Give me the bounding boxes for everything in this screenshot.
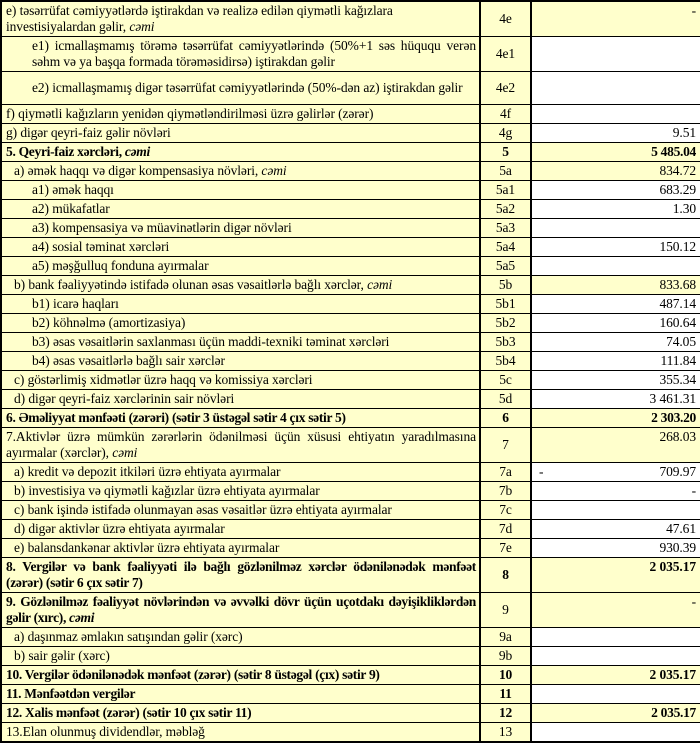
row-label: 7.Aktivlər üzrə mümkün zərərlərin ödənilməsi üçün xüsusi ehtiyatın yaradılmasına ayırmalar (xərclər), cəmi — [1, 428, 480, 463]
row-code: 7c — [480, 501, 531, 520]
row-label: b) investisiya və qiymətli kağızlar üzrə ehtiyata ayırmalar — [1, 482, 480, 501]
row-label: e) təsərrüfat cəmiyyətlərdə iştirakdan və realizə edilən qiymətli kağızlara investisiyalardan gəlir, cəmi — [1, 1, 480, 37]
row-code: 5a1 — [480, 181, 531, 200]
row-value: 930.39 — [531, 539, 700, 558]
row-label: a1) əmək haqqı — [1, 181, 480, 200]
row-value: - — [531, 482, 700, 501]
row-label: 12. Xalis mənfəət (zərər) (sətir 10 çıx sətir 11) — [1, 704, 480, 723]
table-row-5a5 — [1, 257, 700, 276]
row-code: 5b2 — [480, 314, 531, 333]
row-value: 355.34 — [531, 371, 700, 390]
label-italic-suffix: cəmi — [69, 610, 95, 625]
row-label: 13.Elan olunmuş dividendlər, məbləğ — [1, 723, 480, 743]
row-label: a4) sosial təminat xərcləri — [1, 238, 480, 257]
row-value: 3 461.31 — [531, 390, 700, 409]
row-label: d) digər aktivlər üzrə ehtiyata ayırmalar — [1, 520, 480, 539]
row-code: 4g — [480, 124, 531, 143]
row-label: e2) icmallaşmamış digər təsərrüfat cəmiyyətlərində (50%-dən az) iştirakdan gəlir — [1, 72, 480, 105]
row-code: 7b — [480, 482, 531, 501]
row-code: 5a4 — [480, 238, 531, 257]
row-label: e) balansdankənar aktivlər üzrə ehtiyata ayırmalar — [1, 539, 480, 558]
row-label: b4) əsas vəsaitlərlə bağlı sair xərclər — [1, 352, 480, 371]
row-code: 4e2 — [480, 72, 531, 105]
table-row-7 — [1, 428, 700, 463]
table-row-5b2 — [1, 314, 700, 333]
row-label: e1) icmallaşmamış törəmə təsərrüfat cəmiyyətlərində (50%+1 səs hüququ verən səhm və ya başqa formada törəməsidirsə) iştirakdan gəlir — [1, 37, 480, 72]
row-code: 9b — [480, 647, 531, 666]
row-value — [531, 257, 700, 276]
row-label: d) digər qeyri-faiz xərclərinin sair növləri — [1, 390, 480, 409]
row-value — [531, 501, 700, 520]
table-row-7d — [1, 520, 700, 539]
row-label: g) digər qeyri-faiz gəlir növləri — [1, 124, 480, 143]
row-code: 5a — [480, 162, 531, 181]
table-row-5a1 — [1, 181, 700, 200]
row-code: 4e — [480, 1, 531, 37]
row-code: 13 — [480, 723, 531, 743]
row-value — [531, 723, 700, 743]
table-row-13 — [1, 723, 700, 743]
label-italic-suffix: cəmi — [261, 163, 287, 178]
row-code: 5d — [480, 390, 531, 409]
row-value: - 709.97 — [531, 463, 700, 482]
row-value: 47.61 — [531, 520, 700, 539]
row-code: 5b1 — [480, 295, 531, 314]
row-code: 6 — [480, 409, 531, 428]
row-value: 2 035.17 — [531, 704, 700, 723]
table-row-5a2 — [1, 200, 700, 219]
table-row-5 — [1, 143, 700, 162]
row-label: b2) köhnəlmə (amortizasiya) — [1, 314, 480, 333]
table-row-9 — [1, 593, 700, 628]
row-value: 2 035.17 — [531, 666, 700, 685]
table-row-4e — [1, 1, 700, 37]
table-row-7b — [1, 482, 700, 501]
table-row-12 — [1, 704, 700, 723]
row-code: 4f — [480, 105, 531, 124]
table-row-5b1 — [1, 295, 700, 314]
table-row-4g — [1, 124, 700, 143]
row-code: 7a — [480, 463, 531, 482]
row-value: 150.12 — [531, 238, 700, 257]
row-value: 268.03 — [531, 428, 700, 463]
row-code: 8 — [480, 558, 531, 593]
row-code: 5c — [480, 371, 531, 390]
row-label: a5) məşğulluq fonduna ayırmalar — [1, 257, 480, 276]
table-row-11 — [1, 685, 700, 704]
row-value: 5 485.04 — [531, 143, 700, 162]
label-italic-suffix: cəmi — [112, 445, 138, 460]
row-label: c) göstərlimiş xidmətlər üzrə haqq və komissiya xərcləri — [1, 371, 480, 390]
row-code: 5a3 — [480, 219, 531, 238]
row-code: 12 — [480, 704, 531, 723]
row-code: 5b4 — [480, 352, 531, 371]
row-label: a) əmək haqqı və digər kompensasiya növləri, cəmi — [1, 162, 480, 181]
row-label: 6. Əməliyyat mənfəəti (zərəri) (sətir 3 üstəgəl sətir 4 çıx sətir 5) — [1, 409, 480, 428]
row-code: 9a — [480, 628, 531, 647]
row-label: 5. Qeyri-faiz xərcləri, cəmi — [1, 143, 480, 162]
row-code: 10 — [480, 666, 531, 685]
row-code: 7d — [480, 520, 531, 539]
row-value: 111.84 — [531, 352, 700, 371]
table-row-5b — [1, 276, 700, 295]
row-value: 9.51 — [531, 124, 700, 143]
label-italic-suffix: cəmi — [124, 144, 150, 159]
table-row-4e2 — [1, 72, 700, 105]
row-value: 74.05 — [531, 333, 700, 352]
row-code: 7e — [480, 539, 531, 558]
row-value: 833.68 — [531, 276, 700, 295]
row-code: 7 — [480, 428, 531, 463]
table-row-5a4 — [1, 238, 700, 257]
row-label: b) sair gəlir (xərc) — [1, 647, 480, 666]
negative-sign: - — [539, 464, 544, 479]
row-value: 160.64 — [531, 314, 700, 333]
table-row-7e — [1, 539, 700, 558]
row-label: b) bank fəaliyyətində istifadə olunan əsas vəsaitlərlə bağlı xərclər, cəmi — [1, 276, 480, 295]
table-row-5b4 — [1, 352, 700, 371]
row-code: 9 — [480, 593, 531, 628]
table-row-8 — [1, 558, 700, 593]
row-code: 5 — [480, 143, 531, 162]
row-value: 487.14 — [531, 295, 700, 314]
row-label: b1) icarə haqları — [1, 295, 480, 314]
row-code: 4e1 — [480, 37, 531, 72]
row-label: 9. Gözlənilməz fəaliyyət növlərindən və əvvəlki dövr üçün uçotdakı dəyişikliklərdən gəlir (xırc), cəmi — [1, 593, 480, 628]
row-value: 834.72 — [531, 162, 700, 181]
table-row-4e1 — [1, 37, 700, 72]
row-value — [531, 628, 700, 647]
table-row-5c — [1, 371, 700, 390]
table-row-7c — [1, 501, 700, 520]
table-row-6 — [1, 409, 700, 428]
row-value: 1.30 — [531, 200, 700, 219]
row-code: 5b3 — [480, 333, 531, 352]
row-value — [531, 37, 700, 72]
row-value — [531, 72, 700, 105]
row-code: 11 — [480, 685, 531, 704]
row-code: 5a5 — [480, 257, 531, 276]
row-value: 2 303.20 — [531, 409, 700, 428]
table-row-5d — [1, 390, 700, 409]
row-code: 5b — [480, 276, 531, 295]
row-label: b3) əsas vəsaitlərin saxlanması üçün maddi-texniki təminat xərcləri — [1, 333, 480, 352]
row-value — [531, 647, 700, 666]
row-label: 8. Vergilər və bank fəaliyyəti ilə bağlı gözlənilməz xərclər ödənilənədək mənfəət (zərər) (sətir 6 çıx sətir 7) — [1, 558, 480, 593]
row-value: 2 035.17 — [531, 558, 700, 593]
label-italic-suffix: cəmi — [129, 19, 155, 34]
table-row-10 — [1, 666, 700, 685]
table-row-9a — [1, 628, 700, 647]
row-label: a3) kompensasiya və müavinətlərin digər növləri — [1, 219, 480, 238]
row-value — [531, 105, 700, 124]
label-italic-suffix: cəmi — [367, 277, 393, 292]
row-label: a) kredit və depozit itkiləri üzrə ehtiyata ayırmalar — [1, 463, 480, 482]
row-label: f) qiymətli kağızların yenidən qiymətləndirilməsi üzrə gəlirlər (zərər) — [1, 105, 480, 124]
row-value: - — [531, 1, 700, 37]
table-row-4f — [1, 105, 700, 124]
row-label: 11. Mənfəətdən vergilər — [1, 685, 480, 704]
table-row-5b3 — [1, 333, 700, 352]
row-value — [531, 219, 700, 238]
table-row-9b — [1, 647, 700, 666]
row-label: a2) mükafatlar — [1, 200, 480, 219]
row-label: a) daşınmaz əmlakın satışından gəlir (xərc) — [1, 628, 480, 647]
row-value — [531, 685, 700, 704]
row-value: - — [531, 593, 700, 628]
row-code: 5a2 — [480, 200, 531, 219]
table-row-5a — [1, 162, 700, 181]
table-row-7a — [1, 463, 700, 482]
row-value: 683.29 — [531, 181, 700, 200]
table-row-5a3 — [1, 219, 700, 238]
row-label: c) bank işində istifadə olunmayan əsas vəsaitlər üzrə ehtiyata ayırmalar — [1, 501, 480, 520]
row-label: 10. Vergilər ödənilənədək mənfəət (zərər) (sətir 8 üstəgəl (çıx) sətir 9) — [1, 666, 480, 685]
